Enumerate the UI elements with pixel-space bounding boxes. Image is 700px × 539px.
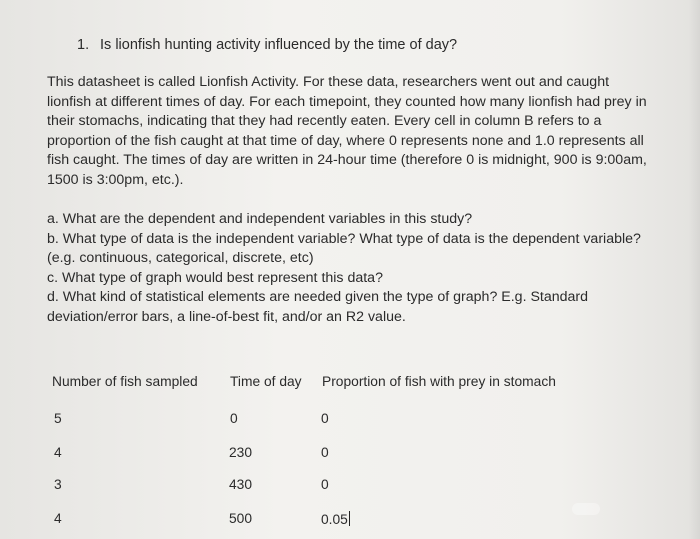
screen-glare: [572, 503, 600, 515]
cell-fish-sampled[interactable]: 3: [54, 477, 62, 492]
intro-line: proportion of the fish caught at that time of day, where 0 represents none and 1.0 represents all: [47, 132, 644, 149]
cell-time-of-day[interactable]: 230: [229, 445, 253, 460]
intro-line: lionfish at different times of day. For each timepoint, they counted how many lionfish had prey in: [47, 93, 647, 110]
cell-time-of-day[interactable]: 0: [230, 411, 238, 426]
question-text: Is lionfish hunting activity influenced by the time of day?: [100, 37, 458, 53]
sub-question-d: d. What kind of statistical elements are needed given the type of graph? E.g. Standard: [47, 289, 589, 305]
cell-proportion[interactable]: 0: [321, 477, 329, 492]
question-number: 1.: [77, 37, 90, 53]
cell-proportion[interactable]: 0: [321, 411, 329, 426]
edge-shadow: [688, 0, 700, 539]
sub-questions: [47, 210, 677, 327]
cell-time-of-day[interactable]: 430: [229, 477, 253, 492]
question-heading: [77, 37, 457, 53]
sub-question-b-note: (e.g. continuous, categorical, discrete, etc): [47, 250, 314, 266]
cell-proportion-active[interactable]: [321, 511, 350, 527]
intro-paragraph: [47, 73, 677, 190]
cell-fish-sampled[interactable]: 5: [54, 411, 62, 426]
sub-question-c: c. What type of graph would best represent this data?: [47, 269, 383, 286]
cell-fish-sampled[interactable]: 4: [54, 445, 62, 460]
cell-fish-sampled[interactable]: 4: [54, 511, 62, 526]
intro-line: This datasheet is called Lionfish Activity. For these data, researchers went out and caught: [47, 74, 610, 90]
sub-question-d-cont: deviation/error bars, a line-of-best fit, and/or an R2 value.: [47, 308, 406, 325]
sub-question-a: a. What are the dependent and independent variables in this study?: [47, 211, 473, 227]
header-time-of-day: Time of day: [230, 374, 302, 389]
text-cursor: [349, 511, 350, 526]
cell-time-of-day[interactable]: 500: [229, 511, 253, 526]
cell-proportion-value: 0.05: [321, 512, 348, 527]
sub-question-b: b. What type of data is the independent variable? What type of data is the dependent variable?: [47, 230, 641, 247]
intro-line: 1500 is 3:00pm, etc.).: [47, 171, 184, 188]
header-fish-sampled: Number of fish sampled: [52, 374, 198, 389]
intro-line: their stomachs, indicating that they had recently eaten. Every cell in column B refers to a: [47, 113, 602, 129]
intro-line: fish caught. The times of day are written in 24-hour time (therefore 0 is midnight, 900 is 9:00am,: [47, 152, 647, 168]
header-proportion: Proportion of fish with prey in stomach: [322, 374, 556, 389]
cell-proportion[interactable]: 0: [321, 445, 329, 460]
